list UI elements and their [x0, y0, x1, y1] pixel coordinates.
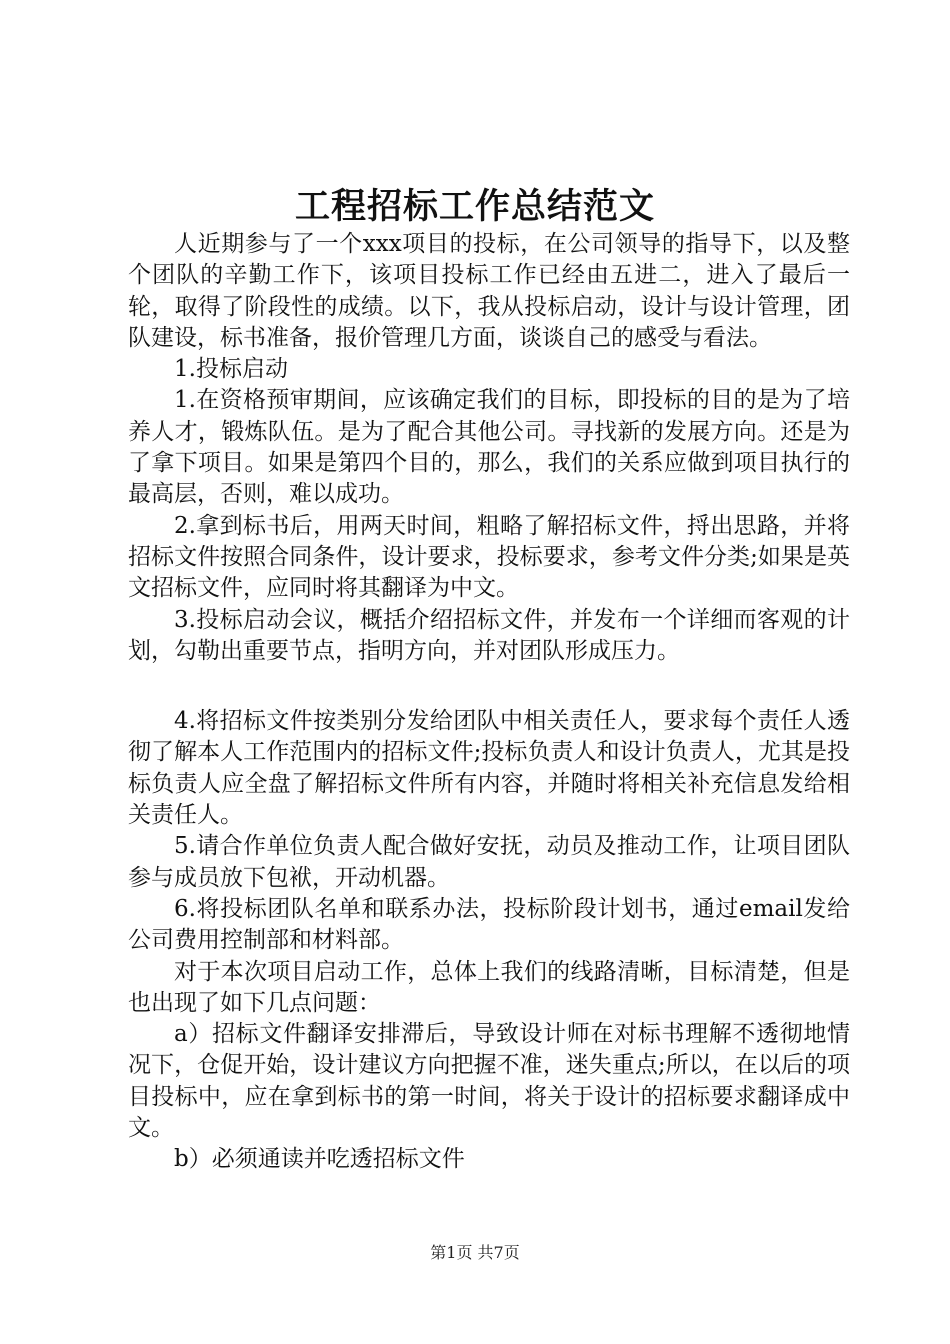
paragraph-item-2: 2.拿到标书后，用两天时间，粗略了解招标文件，捋出思路，并将招标文件按照合同条件，设计要求，投标要求，参考文件分类;如果是英文招标文件，应同时将其翻译为中文。: [128, 512, 850, 602]
paragraph-issue-b: b）必须通读并吃透招标文件: [174, 1146, 465, 1173]
paragraph-item-5: 5.请合作单位负责人配合做好安抚，动员及推动工作，让项目团队参与成员放下包袱，开动机器。: [128, 833, 850, 891]
paragraph-item-1: 1.在资格预审期间，应该确定我们的目标，即投标的目的是为了培养人才，锻炼队伍。是为了配合其他公司。寻找新的发展方向。还是为了拿下项目。如果是第四个目的，那么，我们的关系应做到项目执行的最高层，否则，难以成功。: [128, 387, 850, 508]
paragraph-intro: 人近期参与了一个xxx项目的投标，在公司领导的指导下，以及整个团队的辛勤工作下，该项目投标工作已经由五进二，进入了最后一轮，取得了阶段性的成绩。以下，我从投标启动，设计与设计管理，团队建设，标书准备，报价管理几方面，谈谈自己的感受与看法。: [128, 231, 850, 351]
section-heading-bid-start: 1.投标启动: [174, 356, 288, 383]
paragraph-summary: 对于本次项目启动工作，总体上我们的线路清晰，目标清楚，但是也出现了如下几点问题：: [128, 958, 850, 1016]
paragraph-item-4: 4.将招标文件按类别分发给团队中相关责任人，要求每个责任人透彻了解本人工作范围内的招标文件;投标负责人和设计负责人，尤其是投标负责人应全盘了解招标文件所有内容，并随时将相关补充信息发给相关责任人。: [128, 708, 850, 829]
paragraph-issue-a: a）招标文件翻译安排滞后，导致设计师在对标书理解不透彻地情况下，仓促开始，设计建议方向把握不准，迷失重点;所以，在以后的项目投标中，应在拿到标书的第一时间，将关于设计的招标要求翻译成中文。: [128, 1021, 850, 1142]
document-body: [128, 229, 850, 1176]
document-title: 工程招标工作总结范文: [294, 186, 655, 227]
paragraph-item-6: 6.将投标团队名单和联系办法，投标阶段计划书，通过email发给公司费用控制部和材料部。: [128, 895, 850, 954]
page-footer: 第1页 共7页: [430, 1243, 520, 1262]
paragraph-item-3: 3.投标启动会议，概括介绍招标文件，并发布一个详细而客观的计划，勾勒出重要节点，指明方向，并对团队形成压力。: [128, 606, 850, 664]
blank-line: [128, 667, 850, 706]
